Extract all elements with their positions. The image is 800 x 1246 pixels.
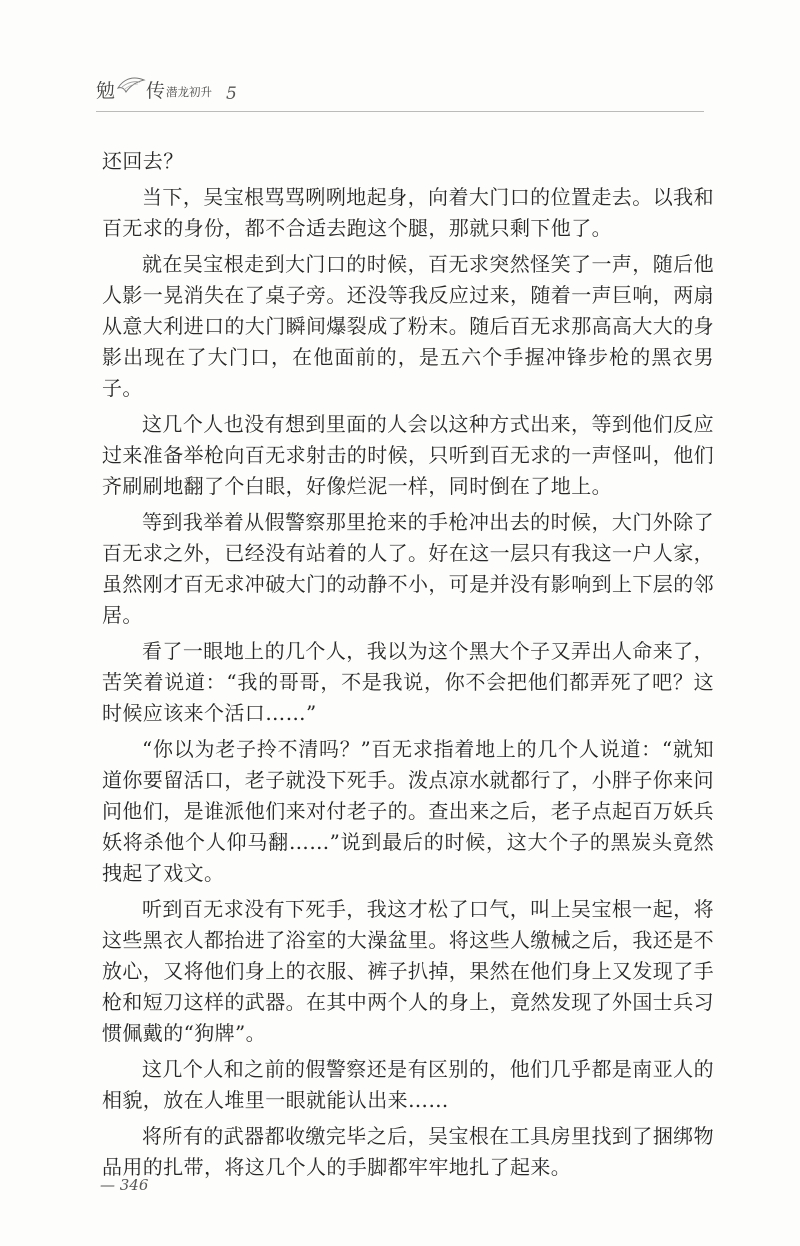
paragraph: 当下，吴宝根骂骂咧咧地起身，向着大门口的位置走去。以我和百无求的身份，都不合适去跑这个腿，那就只剩下他了。: [102, 185, 714, 240]
body-text: [102, 146, 714, 1188]
paragraph: 将所有的武器都收缴完毕之后，吴宝根在工具房里找到了捆绑物品用的扎带，将这几个人的手脚都牢牢地扎了起来。: [102, 1124, 714, 1179]
header-title-char-2: 传: [146, 80, 166, 102]
paragraph: 就在吴宝根走到大门口的时候，百无求突然怪笑了一声，随后他人影一晃消失在了桌子旁。还没等我反应过来，随着一声巨响，两扇从意大利进口的大门瞬间爆裂成了粉末。随后百无求那高高大大的身影出现在了大门口，在他面前的，是五六个手握冲锋步枪的黑衣男子。: [102, 252, 714, 400]
header-volume-number: 5: [226, 84, 237, 104]
paragraph: 还回去？: [102, 149, 184, 173]
header-subtitle: 潜龙初升: [166, 85, 212, 99]
paragraph: “你以为老子拎不清吗？”百无求指着地上的几个人说道：“就知道你要留活口，老子就没下死手。泼点凉水就都行了，小胖子你来问问他们，是谁派他们来对付老子的。查出来之后，老子点起百万妖兵妖将杀他个人仰马翻……”说到最后的时候，这大个子的黑炭头竟然拽起了戏文。: [102, 737, 714, 885]
paragraph: 看了一眼地上的几个人，我以为这个黑大个子又弄出人命来了，苦笑着说道：“我的哥哥，不是我说，你不会把他们都弄死了吧？这时候应该来个活口……”: [102, 639, 714, 725]
paragraph: 听到百无求没有下死手，我这才松了口气，叫上吴宝根一起，将这些黑衣人都抬进了浴室的大澡盆里。将这些人缴械之后，我还是不放心，又将他们身上的衣服、裤子扒掉，果然在他们身上又发现了手枪和短刀这样的武器。在其中两个人的身上，竟然发现了外国士兵习惯佩戴的“狗牌”。: [102, 897, 714, 1045]
running-header: [96, 68, 316, 108]
paragraph: 这几个人和之前的假警察还是有区别的，他们几乎都是南亚人的相貌，放在人堆里一眼就能认出来……: [102, 1057, 714, 1112]
paragraph: 等到我举着从假警察那里抢来的手枪冲出去的时候，大门外除了百无求之外，已经没有站着的人了。好在这一层只有我这一户人家，虽然刚才百无求冲破大门的动静不小，可是并没有影响到上下层的邻居。: [102, 510, 714, 627]
paragraph: 这几个人也没有想到里面的人会以这种方式出来，等到他们反应过来准备举枪向百无求射击的时候，只听到百无求的一声怪叫，他们齐刷刷地翻了个白眼，好像烂泥一样，同时倒在了地上。: [102, 412, 714, 498]
wing-ornament-icon: [116, 74, 146, 94]
header-title-char-1: 勉: [96, 80, 117, 102]
page-number: — 346: [100, 1176, 149, 1194]
header-divider: [96, 111, 704, 112]
